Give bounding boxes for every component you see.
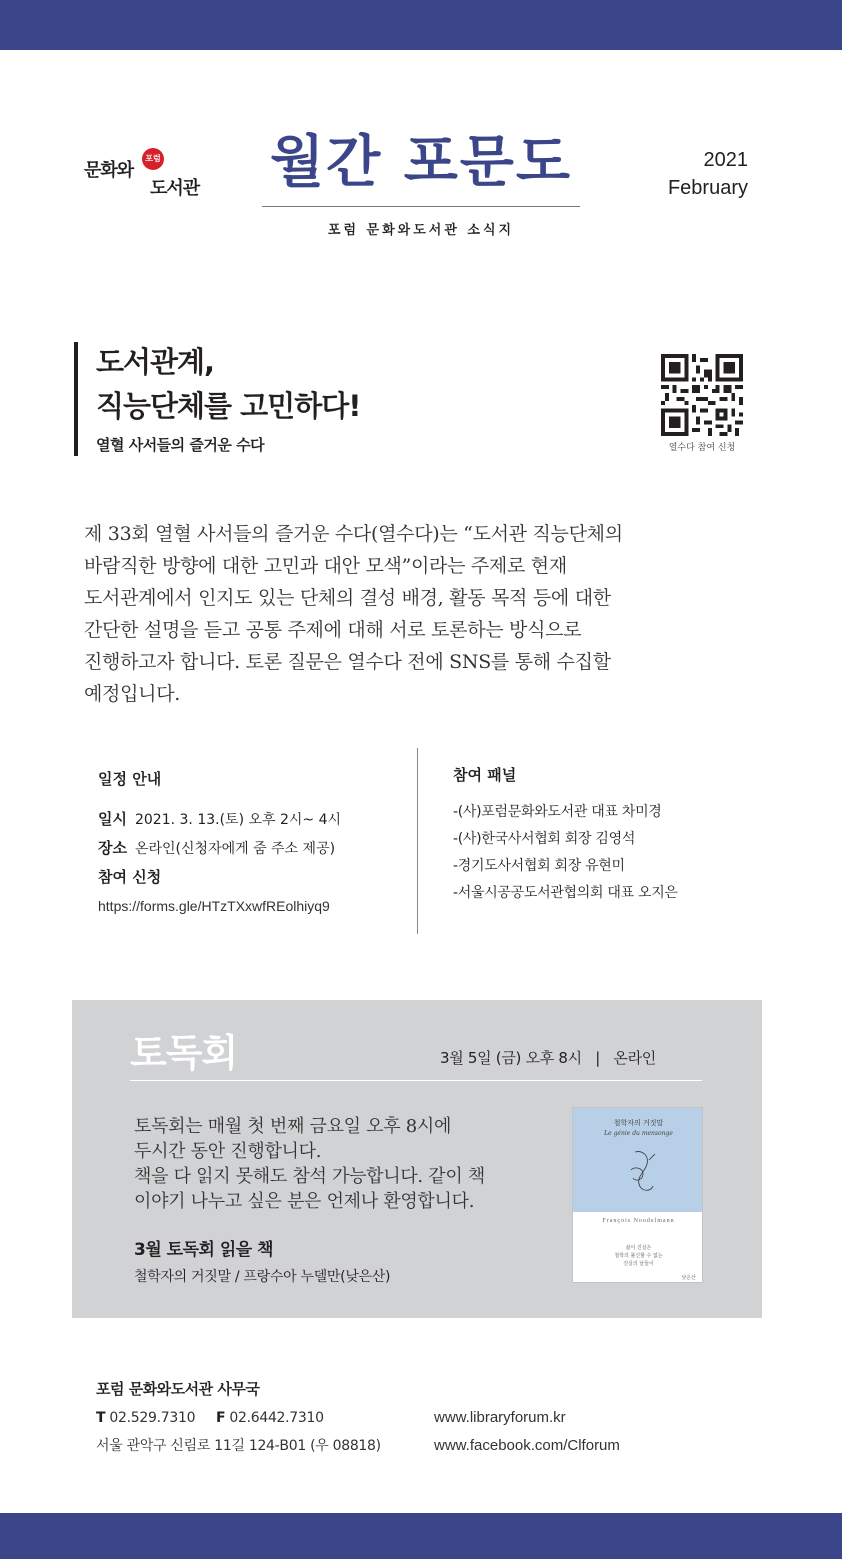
paragraph-line: 바람직한 방향에 대한 고민과 대안 모색”이라는 주제로 현재 xyxy=(84,555,567,577)
issue-date xyxy=(668,146,748,202)
description-line: 두시간 동안 진행합니다. xyxy=(134,1141,322,1162)
book-club-description xyxy=(134,1114,485,1214)
headline-accent-bar xyxy=(74,342,78,456)
panel-member: -경기도사서협회 회장 유현미 xyxy=(453,858,625,874)
book-club-box xyxy=(72,1000,762,1318)
newsletter-subtitle: 포럼 문화와도서관 소식지 xyxy=(327,223,515,238)
place-label: 장소 xyxy=(98,839,127,857)
logo-badge: 포럼 xyxy=(142,148,164,170)
headline-line-1: 도서관계, xyxy=(96,345,215,379)
issue-month: February xyxy=(667,177,748,199)
logo-text-line2: 도서관 xyxy=(150,178,200,199)
qr-caption: 열수다 참여 신청 xyxy=(668,443,736,453)
newsletter-title: 월간 포문도 xyxy=(270,130,572,195)
description-line: 이야기 나누고 싶은 분은 언제나 환영합니다. xyxy=(134,1191,475,1212)
panel-member: -서울시공공도서관협의회 대표 오지은 xyxy=(453,885,678,901)
date-label: 일시 xyxy=(98,810,127,828)
signup-link[interactable]: https://forms.gle/HTzTXxwfREolhiyq9 xyxy=(98,898,330,914)
hand-drawing-icon xyxy=(573,1142,703,1202)
office-address: 서울 관악구 신림로 11길 124-B01 (우 08818) xyxy=(96,1438,381,1454)
forum-logo xyxy=(84,148,219,200)
panel-section xyxy=(453,764,678,907)
panel-member: -(사)포럼문화와도서관 대표 차미경 xyxy=(453,804,662,820)
paragraph-line: 예정입니다. xyxy=(84,683,181,705)
tel-label: T xyxy=(96,1410,106,1426)
office-name: 포럼 문화와도서관 사무국 xyxy=(96,1380,260,1398)
date-value: 2021. 3. 13.(토) 오후 2시~ 4시 xyxy=(134,812,342,828)
book-club-schedule: 3월 5일 (금) 오후 8시 | 온라인 xyxy=(440,1049,656,1067)
column-divider xyxy=(417,748,418,934)
cover-publisher: 낮은산 xyxy=(681,1275,696,1281)
bottom-banner-bar xyxy=(0,1513,842,1559)
logo-text-line1: 문화와 xyxy=(84,160,134,181)
book-heading: 3월 토독회 읽을 책 xyxy=(134,1240,274,1260)
book-title: 철학자의 거짓말 / 프랑수아 누델만(낮은산) xyxy=(134,1269,391,1285)
book-club-title: 토독회 xyxy=(130,1031,238,1075)
schedule-heading: 일정 안내 xyxy=(98,770,162,788)
contact-details xyxy=(96,1404,381,1460)
place-value: 온라인(신청자에게 줌 주소 제공) xyxy=(134,841,336,857)
web-links xyxy=(434,1404,620,1460)
book-cover-image xyxy=(572,1107,703,1283)
website-link[interactable]: www.libraryforum.kr xyxy=(434,1409,566,1426)
description-line: 책을 다 읽지 못해도 참석 가능합니다. 같이 책 xyxy=(134,1166,485,1187)
description-line: 토독회는 매월 첫 번째 금요일 오후 8시에 xyxy=(134,1116,452,1137)
schedule-signup-row xyxy=(98,863,341,892)
cover-text-line: 진실의 날들이 xyxy=(623,1261,654,1267)
schedule-section xyxy=(98,768,341,920)
paragraph-line: 제 33회 열혈 사서들의 즐거운 수다(열수다)는 “도서관 직능단체의 xyxy=(84,523,623,545)
facebook-link[interactable]: www.facebook.com/Clforum xyxy=(434,1437,620,1454)
cover-text-line: 철학의 불신할 수 없는 xyxy=(614,1253,663,1259)
book-club-divider xyxy=(130,1080,702,1081)
paragraph-line: 진행하고자 합니다. 토론 질문은 열수다 전에 SNS를 통해 수집할 xyxy=(84,651,611,673)
signup-label: 참여 신청 xyxy=(98,868,162,886)
headline-subtitle: 열혈 사서들의 즐거운 수다 xyxy=(96,436,265,454)
cover-author: François Noudelmann xyxy=(602,1218,675,1224)
cover-text-line: 삶이 진실은 xyxy=(625,1245,652,1251)
top-banner-bar xyxy=(0,0,842,50)
issue-year: 2021 xyxy=(703,149,748,171)
intro-paragraph xyxy=(84,518,744,710)
schedule-place-row xyxy=(98,834,341,863)
headline-line-2: 직능단체를 고민하다! xyxy=(96,389,361,423)
schedule-date-row xyxy=(98,805,341,834)
paragraph-line: 간단한 설명을 듣고 공통 주제에 대해 서로 토론하는 방식으로 xyxy=(84,619,582,641)
fax-label: F xyxy=(215,1410,226,1426)
headline-title xyxy=(96,340,360,428)
cover-title: 철학자의 거짓말 xyxy=(613,1119,664,1127)
phone-fax-row xyxy=(96,1404,381,1432)
paragraph-line: 도서관계에서 인지도 있는 단체의 결성 배경, 활동 목적 등에 대한 xyxy=(84,587,611,609)
cover-lower-panel xyxy=(573,1212,703,1283)
cover-subtitle: Le génie du mensonge xyxy=(604,1130,673,1137)
panel-member: -(사)한국사서협회 회장 김영석 xyxy=(453,831,636,847)
fax-number: 02.6442.7310 xyxy=(229,1410,324,1426)
panel-heading: 참여 패널 xyxy=(453,766,517,784)
qr-code-icon[interactable] xyxy=(661,354,743,436)
tel-number: 02.529.7310 xyxy=(109,1410,196,1426)
title-divider xyxy=(262,206,580,207)
